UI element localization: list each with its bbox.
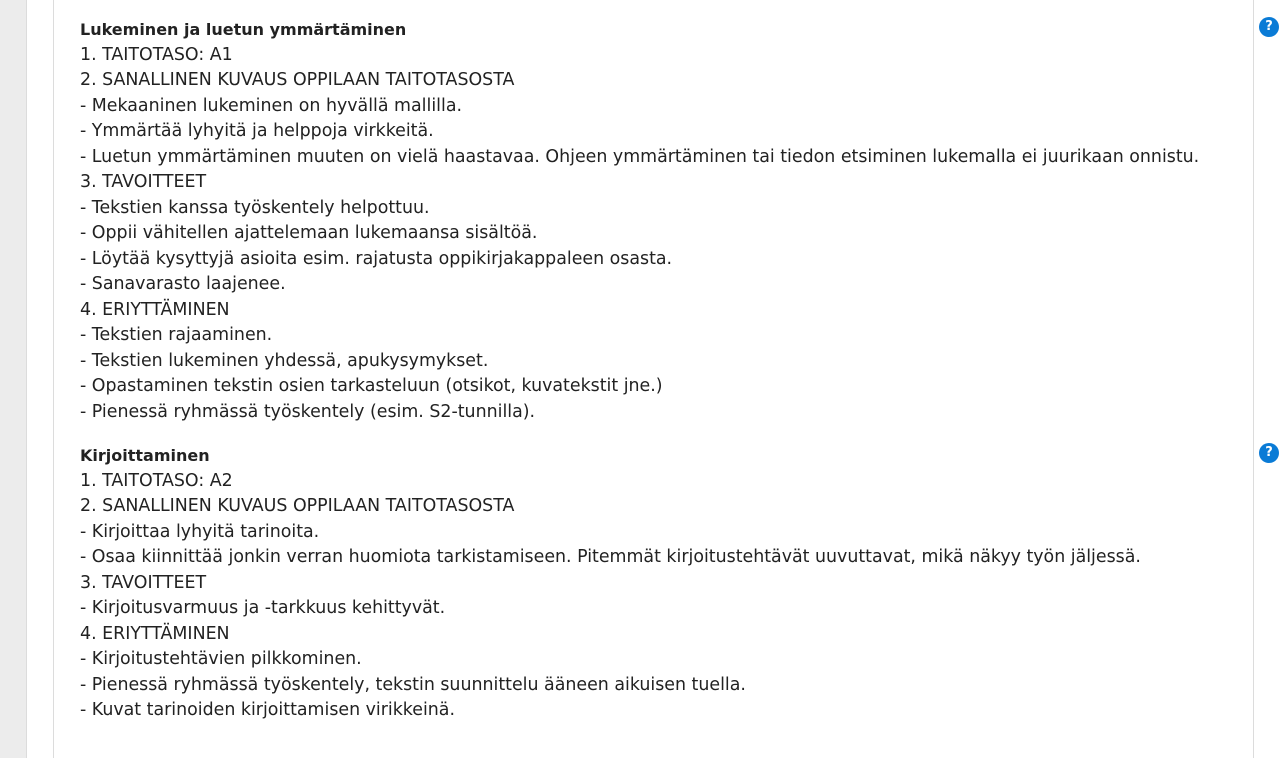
section-lines [80,469,1230,724]
section-writing [80,443,1230,724]
text-line: 4. ERIYTTÄMINEN [80,623,230,644]
text-line: - Mekaaninen lukeminen on hyvällä mallilla. [80,95,462,116]
section-title: Kirjoittaminen [80,446,210,465]
left-rail [0,0,27,758]
text-line: - Pienessä ryhmässä työskentely, tekstin suunnittelu ääneen aikuisen tuella. [80,674,746,695]
text-line: - Kirjoittaa lyhyitä tarinoita. [80,521,320,542]
text-line: - Tekstien kanssa työskentely helpottuu. [80,197,430,218]
text-line: - Tekstien rajaaminen. [80,325,273,345]
text-line: 2. SANALLINEN KUVAUS OPPILAAN TAITOTASOSTA [80,496,515,516]
text-line: - Kirjoitustehtävien pilkkominen. [80,649,362,669]
text-line: - Kirjoitusvarmuus ja -tarkkuus kehittyvät. [80,598,446,618]
text-line: - Kuvat tarinoiden kirjoittamisen virikkeinä. [80,700,455,720]
text-line: 1. TAITOTASO: A1 [80,44,233,65]
question-circle-icon[interactable]: ? [1259,17,1279,37]
text-line: 4. ERIYTTÄMINEN [80,299,230,320]
text-line: - Oppii vähitellen ajattelemaan lukemaansa sisältöä. [80,223,538,243]
content-panel [53,0,1273,758]
section-reading [80,17,1230,425]
text-line: 3. TAVOITTEET [80,172,207,192]
text-line: - Luetun ymmärtäminen muuten on vielä haastavaa. Ohjeen ymmärtäminen tai tiedon etsiminen lukemalla ei juurikaan onnistu. [80,146,1200,167]
text-line: - Ymmärtää lyhyitä ja helppoja virkkeitä. [80,121,434,141]
text-line: - Sanavarasto laajenee. [80,274,286,294]
text-line: - Tekstien lukeminen yhdessä, apukysymykset. [80,350,489,371]
text-line: - Opastaminen tekstin osien tarkasteluun (otsikot, kuvatekstit jne.) [80,376,663,396]
text-line: 2. SANALLINEN KUVAUS OPPILAAN TAITOTASOSTA [80,70,515,90]
text-line: - Osaa kiinnittää jonkin verran huomiota tarkistamiseen. Pitemmät kirjoitustehtävät uuvuttavat, mikä näkyy työn jäljessä. [80,547,1141,567]
text-line: 1. TAITOTASO: A2 [80,470,233,491]
text-line: 3. TAVOITTEET [80,572,207,593]
section-lines [80,43,1230,426]
section-title: Lukeminen ja luetun ymmärtäminen [80,20,407,39]
text-line: - Pienessä ryhmässä työskentely (esim. S2-tunnilla). [80,401,536,422]
question-circle-icon[interactable]: ? [1259,443,1279,463]
text-line: - Löytää kysyttyjä asioita esim. rajatusta oppikirjakappaleen osasta. [80,248,673,269]
